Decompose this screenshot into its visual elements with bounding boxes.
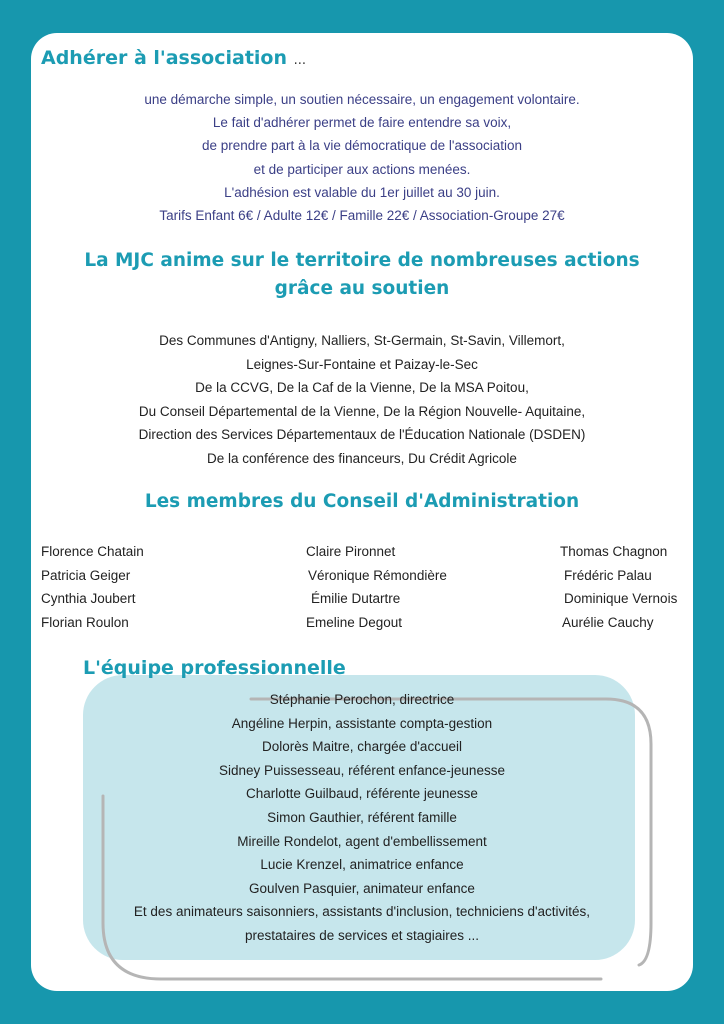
member-name: Véronique Rémondière xyxy=(308,567,447,583)
text-line: une démarche simple, un soutien nécessaire, un engagement volontaire. xyxy=(144,92,580,107)
member-name: Patricia Geiger xyxy=(41,567,131,583)
pricing-line: Tarifs Enfant 6€ / Adulte 12€ / Famille 22€ / Association-Groupe 27€ xyxy=(159,208,565,224)
text-line: Du Conseil Départemental de la Vienne, De la Région Nouvelle- Aquitaine, xyxy=(138,403,586,419)
member-name: Florian Roulon xyxy=(41,614,129,630)
membership-title-text: Adhérer à l'association xyxy=(41,47,287,69)
text-line: De la conférence des financeurs, Du Crédit Agricole xyxy=(207,450,517,466)
team-note: prestataires de services et stagiaires ... xyxy=(244,927,480,943)
member-name: Émilie Dutartre xyxy=(311,591,401,606)
member-name: Aurélie Cauchy xyxy=(562,614,654,630)
section-title-board: Les membres du Conseil d'Administration xyxy=(144,491,580,512)
team-member: Angéline Herpin, assistante compta-gestion xyxy=(231,715,493,731)
support-title-line: La MJC anime sur le territoire de nombreuses actions xyxy=(84,250,640,271)
support-title-line: grâce au soutien xyxy=(274,278,450,299)
member-name: Claire Pironnet xyxy=(306,544,396,559)
member-name: Cynthia Joubert xyxy=(41,591,136,606)
text-line: Des Communes d'Antigny, Nalliers, St-Germain, St-Savin, Villemort, xyxy=(159,333,565,348)
text-line: Direction des Services Départementaux de l'Éducation Nationale (DSDEN) xyxy=(138,427,586,442)
team-member: Dolorès Maitre, chargée d'accueil xyxy=(262,739,462,755)
member-name: Emeline Degout xyxy=(306,614,403,630)
team-note: Et des animateurs saisonniers, assistants d'inclusion, techniciens d'activités, xyxy=(133,904,591,920)
text-line: Leignes-Sur-Fontaine et Paizay-le-Sec xyxy=(246,356,478,372)
member-name: Thomas Chagnon xyxy=(560,544,668,559)
section-title-team: L'équipe professionnelle xyxy=(83,657,346,679)
team-member: Charlotte Guilbaud, référente jeunesse xyxy=(246,786,478,802)
team-member: Mireille Rondelot, agent d'embellissement xyxy=(237,833,487,849)
member-name: Dominique Vernois xyxy=(564,591,678,606)
content-card xyxy=(31,33,693,991)
text-line: De la CCVG, De la Caf de la Vienne, De la MSA Poitou, xyxy=(195,380,529,395)
team-member: Stéphanie Perochon, directrice xyxy=(269,692,455,707)
text-line: Le fait d'adhérer permet de faire entendre sa voix, xyxy=(212,115,512,131)
team-list xyxy=(31,688,693,948)
team-member: Goulven Pasquier, animateur enfance xyxy=(249,880,475,896)
member-name: Frédéric Palau xyxy=(564,567,652,583)
text-line: et de participer aux actions menées. xyxy=(253,161,471,177)
title-ellipsis: ... xyxy=(293,53,307,68)
member-name: Florence Chatain xyxy=(41,544,144,559)
text-line: L'adhésion est valable du 1er juillet au 30 juin. xyxy=(224,184,500,200)
text-line: de prendre part à la vie démocratique de l'association xyxy=(201,138,523,154)
team-member: Sidney Puissesseau, référent enfance-jeunesse xyxy=(219,762,505,778)
team-member: Lucie Krenzel, animatrice enfance xyxy=(260,857,464,873)
team-member: Simon Gauthier, référent famille xyxy=(267,809,457,825)
